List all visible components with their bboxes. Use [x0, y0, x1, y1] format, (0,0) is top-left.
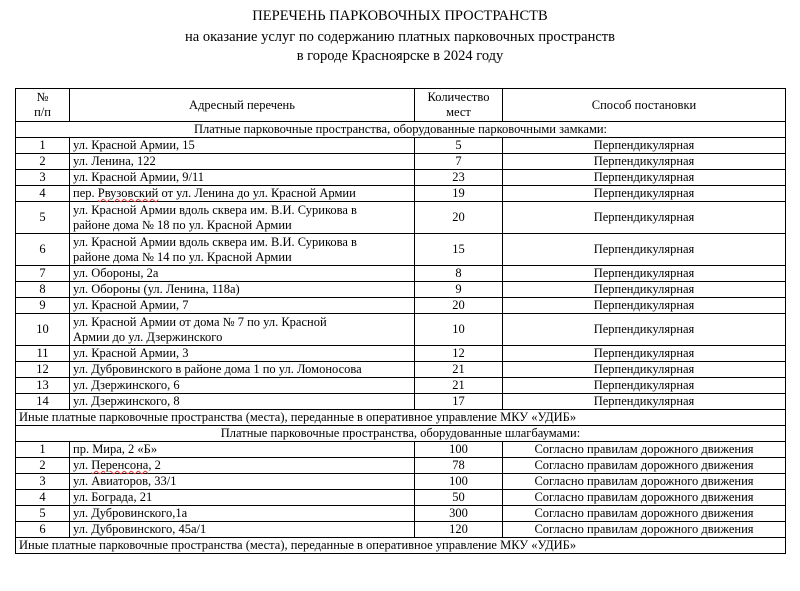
method-cell: Перпендикулярная	[503, 346, 786, 362]
table-row	[16, 138, 786, 154]
table-row	[16, 378, 786, 394]
address-cell: ул. Дубровинского в районе дома 1 по ул. Ломоносова	[70, 362, 415, 378]
row-number: 6	[16, 522, 70, 538]
method-cell: Перпендикулярная	[503, 170, 786, 186]
row-number: 5	[16, 506, 70, 522]
count-cell: 12	[415, 346, 503, 362]
count-cell: 300	[415, 506, 503, 522]
address-cell: ул. Бограда, 21	[70, 490, 415, 506]
title-line-1: ПЕРЕЧЕНЬ ПАРКОВОЧНЫХ ПРОСТРАНСТВ	[252, 8, 548, 24]
method-cell: Перпендикулярная	[503, 362, 786, 378]
method-cell: Перпендикулярная	[503, 314, 786, 346]
address-cell: ул. Красной Армии вдоль сквера им. В.И. Сурикова в районе дома № 18 по ул. Красной Армии	[70, 202, 415, 234]
row-number: 6	[16, 234, 70, 266]
count-cell: 120	[415, 522, 503, 538]
count-cell: 50	[415, 490, 503, 506]
table-row	[16, 346, 786, 362]
count-cell: 17	[415, 394, 503, 410]
section-1-note: Иные платные парковочные пространства (места), переданные в оперативное управление МКУ «УДИБ»	[16, 410, 786, 426]
row-number: 5	[16, 202, 70, 234]
count-cell: 7	[415, 154, 503, 170]
method-cell: Согласно правилам дорожного движения	[503, 474, 786, 490]
method-cell: Перпендикулярная	[503, 202, 786, 234]
count-cell: 21	[415, 378, 503, 394]
count-cell: 9	[415, 282, 503, 298]
row-number: 3	[16, 170, 70, 186]
count-cell: 20	[415, 298, 503, 314]
table-row	[16, 522, 786, 538]
row-number: 1	[16, 442, 70, 458]
row-number: 9	[16, 298, 70, 314]
address-cell: ул. Обороны (ул. Ленина, 118а)	[70, 282, 415, 298]
section-note-row	[16, 538, 786, 554]
table-row	[16, 474, 786, 490]
row-number: 10	[16, 314, 70, 346]
table-row	[16, 234, 786, 266]
method-cell: Согласно правилам дорожного движения	[503, 522, 786, 538]
method-cell: Перпендикулярная	[503, 138, 786, 154]
row-number: 1	[16, 138, 70, 154]
parking-table	[15, 88, 786, 554]
row-number: 8	[16, 282, 70, 298]
section-2-note: Иные платные парковочные пространства (места), переданные в оперативное управление МКУ «УДИБ»	[16, 538, 786, 554]
count-cell: 23	[415, 170, 503, 186]
header-num: № п/п	[16, 89, 70, 122]
header-count: Количество мест	[415, 89, 503, 122]
row-number: 7	[16, 266, 70, 282]
spellcheck-mark: Перенсона	[91, 458, 149, 472]
method-cell: Перпендикулярная	[503, 154, 786, 170]
method-cell: Согласно правилам дорожного движения	[503, 458, 786, 474]
method-cell: Перпендикулярная	[503, 282, 786, 298]
row-number: 2	[16, 458, 70, 474]
section-title-row	[16, 122, 786, 138]
address-cell: ул. Дзержинского, 6	[70, 378, 415, 394]
address-cell: ул. Ленина, 122	[70, 154, 415, 170]
method-cell: Перпендикулярная	[503, 378, 786, 394]
count-cell: 10	[415, 314, 503, 346]
table-row	[16, 282, 786, 298]
count-cell: 19	[415, 186, 503, 202]
method-cell: Перпендикулярная	[503, 266, 786, 282]
section-1-title: Платные парковочные пространства, оборудованные парковочными замками:	[16, 122, 786, 138]
count-cell: 20	[415, 202, 503, 234]
table-row	[16, 506, 786, 522]
header-row	[16, 89, 786, 122]
count-cell: 21	[415, 362, 503, 378]
address-cell: ул. Дубровинского, 45а/1	[70, 522, 415, 538]
title-line-2: на оказание услуг по содержанию платных парковочных пространств	[185, 29, 615, 45]
table-row	[16, 394, 786, 410]
address-cell: ул. Красной Армии, 7	[70, 298, 415, 314]
address-cell: пр. Мира, 2 «Б»	[70, 442, 415, 458]
address-cell: пер. Рвузовский от ул. Ленина до ул. Красной Армии	[70, 186, 415, 202]
section-note-row	[16, 410, 786, 426]
row-number: 14	[16, 394, 70, 410]
count-cell: 100	[415, 474, 503, 490]
table-row	[16, 362, 786, 378]
method-cell: Согласно правилам дорожного движения	[503, 442, 786, 458]
spellcheck-mark: Рвузовский	[97, 186, 159, 200]
table-row	[16, 458, 786, 474]
row-number: 4	[16, 490, 70, 506]
method-cell: Перпендикулярная	[503, 234, 786, 266]
table-row	[16, 298, 786, 314]
row-number: 11	[16, 346, 70, 362]
address-cell: ул. Дзержинского, 8	[70, 394, 415, 410]
table-row	[16, 154, 786, 170]
address-cell: ул. Красной Армии от дома № 7 по ул. Красной Армии до ул. Дзержинского	[70, 314, 415, 346]
table-row	[16, 266, 786, 282]
title-line-3: в городе Красноярске в 2024 году	[296, 48, 504, 64]
header-method: Способ постановки	[503, 89, 786, 122]
section-title-row	[16, 426, 786, 442]
address-cell: ул. Красной Армии, 3	[70, 346, 415, 362]
table-row	[16, 314, 786, 346]
address-cell: ул. Перенсона, 2	[70, 458, 415, 474]
row-number: 12	[16, 362, 70, 378]
address-cell: ул. Дубровинского,1а	[70, 506, 415, 522]
method-cell: Перпендикулярная	[503, 394, 786, 410]
method-cell: Перпендикулярная	[503, 298, 786, 314]
row-number: 2	[16, 154, 70, 170]
section-2-title: Платные парковочные пространства, оборудованные шлагбаумами:	[16, 426, 786, 442]
address-cell: ул. Красной Армии, 9/11	[70, 170, 415, 186]
address-cell: ул. Авиаторов, 33/1	[70, 474, 415, 490]
count-cell: 100	[415, 442, 503, 458]
row-number: 4	[16, 186, 70, 202]
address-cell: ул. Красной Армии, 15	[70, 138, 415, 154]
method-cell: Согласно правилам дорожного движения	[503, 506, 786, 522]
count-cell: 8	[415, 266, 503, 282]
count-cell: 5	[415, 138, 503, 154]
row-number: 13	[16, 378, 70, 394]
address-cell: ул. Красной Армии вдоль сквера им. В.И. Сурикова в районе дома № 14 по ул. Красной Армии	[70, 234, 415, 266]
address-cell: ул. Обороны, 2а	[70, 266, 415, 282]
method-cell: Согласно правилам дорожного движения	[503, 490, 786, 506]
count-cell: 15	[415, 234, 503, 266]
table-row	[16, 186, 786, 202]
header-address: Адресный перечень	[70, 89, 415, 122]
method-cell: Перпендикулярная	[503, 186, 786, 202]
table-row	[16, 490, 786, 506]
table-row	[16, 170, 786, 186]
table-row	[16, 202, 786, 234]
table-row	[16, 442, 786, 458]
row-number: 3	[16, 474, 70, 490]
count-cell: 78	[415, 458, 503, 474]
